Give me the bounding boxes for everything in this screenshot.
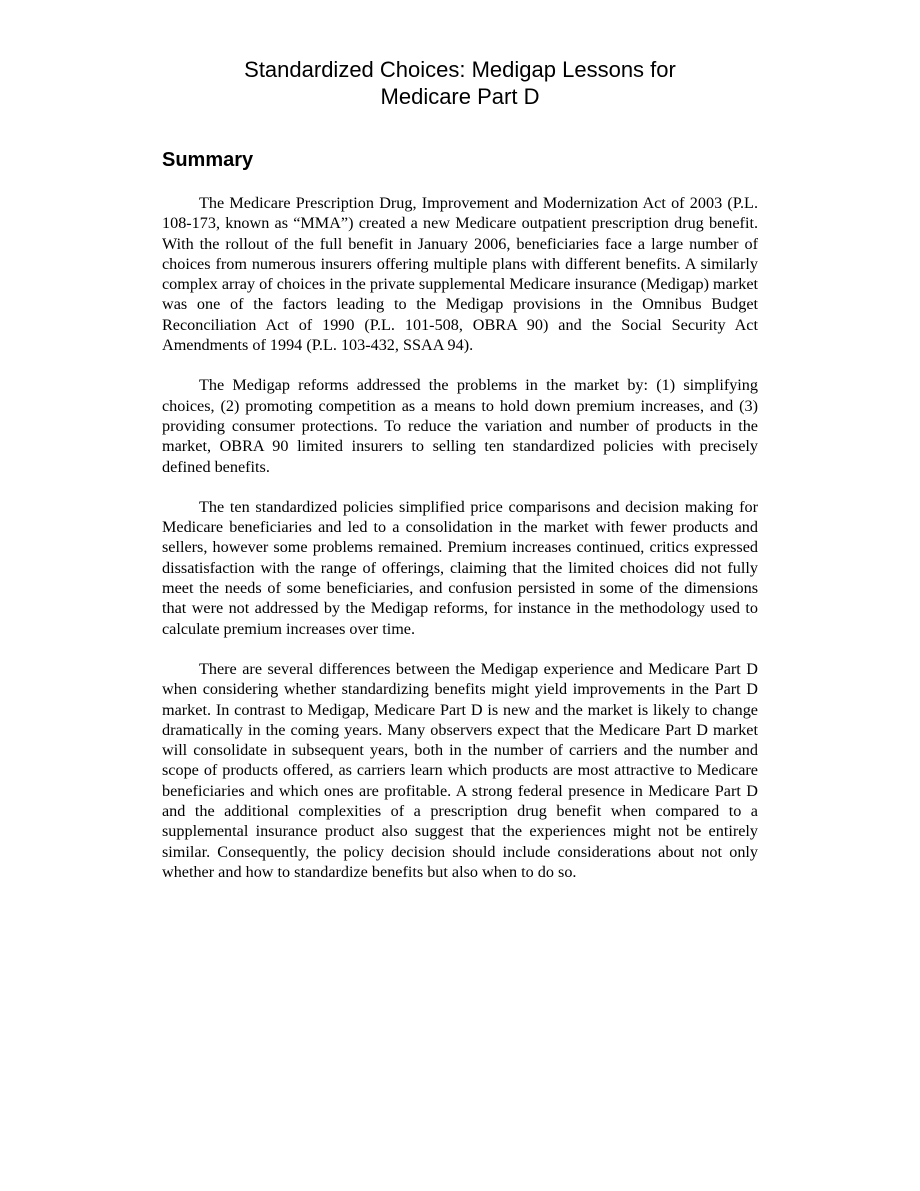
paragraph-4: There are several differences between the Medigap experience and Medicare Part D when considering whether standardizing benefits might yield improvements in the Part D market. In contrast to Medigap, Medicare Part D is new and the market is likely to change dramatically in the coming years. Many observers expect that the Medicare Part D market will consolidate in subsequent years, both in the number of carriers and the number and scope of products offered, as carriers learn which products are most attractive to Medicare beneficiaries and which ones are profitable. A strong federal presence in Medicare Part D and the additional complexities of a prescription drug benefit when compared to a supplemental insurance product also suggest that the experiences might not be entirely similar. Consequently, the policy decision should include considerations about not only whether and how to standardize benefits but also when to do so.: [162, 659, 758, 881]
page-title: [0, 56, 920, 110]
paragraph-1: The Medicare Prescription Drug, Improvement and Modernization Act of 2003 (P.L. 108-173, known as “MMA”) created a new Medicare outpatient prescription drug benefit. With the rollout of the full benefit in January 2006, beneficiaries face a large number of choices from numerous insurers offering multiple plans with different benefits. A similarly complex array of choices in the private supplemental Medicare insurance (Medigap) market was one of the factors leading to the Medigap provisions in the Omnibus Budget Reconciliation Act of 1990 (P.L. 101-508, OBRA 90) and the Social Security Act Amendments of 1994 (P.L. 103-432, SSAA 94).: [162, 194, 758, 355]
paragraph-3: The ten standardized policies simplified price comparisons and decision making for Medicare beneficiaries and led to a consolidation in the market with fewer products and sellers, however some problems remained. Premium increases continued, critics expressed dissatisfaction with the range of offerings, claiming that the limited choices did not fully meet the needs of some beneficiaries, and confusion persisted in some of the dimensions that were not addressed by the Medigap reforms, for instance in the methodology used to calculate premium increases over time.: [162, 497, 758, 638]
title-line-2: Medicare Part D: [380, 84, 540, 109]
title-line-1: Standardized Choices: Medigap Lessons for: [244, 57, 676, 82]
section-heading: Summary: [162, 149, 254, 171]
summary-body: [162, 193, 758, 902]
paragraph-2: The Medigap reforms addressed the problems in the market by: (1) simplifying choices, (2) promoting competition as a means to hold down premium increases, and (3) providing consumer protections. To reduce the variation and number of products in the market, OBRA 90 limited insurers to selling ten standardized policies with precisely defined benefits.: [162, 376, 758, 476]
